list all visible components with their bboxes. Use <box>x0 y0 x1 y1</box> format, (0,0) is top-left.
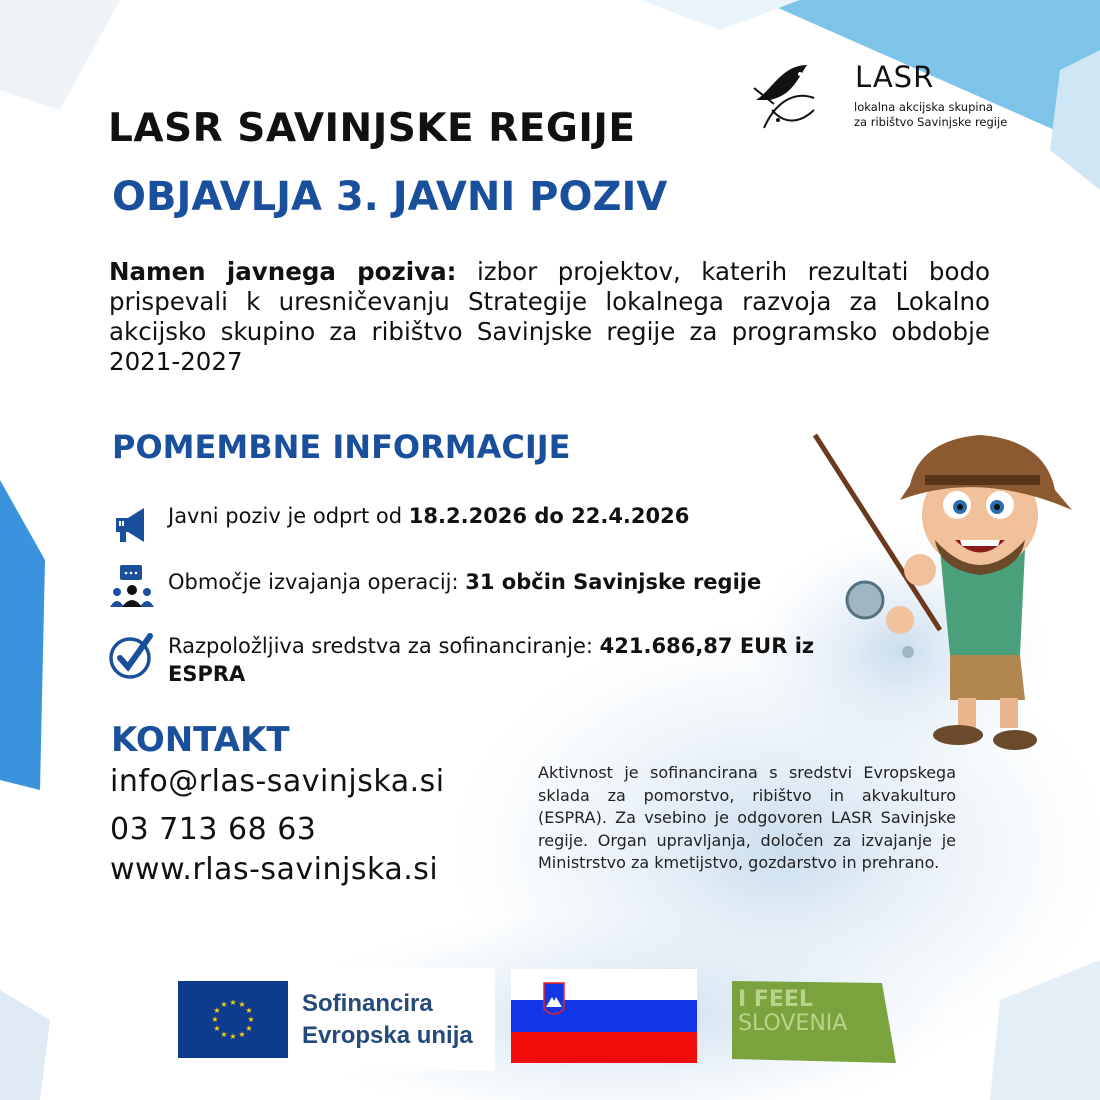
eu-cofunding-logo <box>177 968 495 1071</box>
info-heading: POMEMBNE INFORMACIJE <box>112 428 571 466</box>
page-title: LASR SAVINJSKE REGIJE <box>108 106 636 151</box>
purpose-label: Namen javnega poziva: <box>109 257 457 286</box>
logo-tagline-1: lokalna akcijska skupina <box>854 100 993 114</box>
svg-text:★: ★ <box>229 998 237 1007</box>
feel-line-1: I FEEL <box>738 987 813 1012</box>
info-item-dates <box>108 502 689 550</box>
svg-text:★: ★ <box>213 1024 221 1033</box>
svg-text:★: ★ <box>229 1032 237 1041</box>
svg-text:★: ★ <box>245 1024 253 1033</box>
contact-phone[interactable]: 03 713 68 63 <box>110 812 317 847</box>
purpose-text: izbor projektov, katerih rezultati bodo prispevali k uresničevanju Strategije lokalnega razvoja za Lokalno akcijsko skupino za ribištvo Savinjske regije za programsko obdobje 2021-2027 <box>109 257 990 376</box>
svg-text:★: ★ <box>220 1000 228 1009</box>
svg-text:★: ★ <box>245 1006 253 1015</box>
info-item-funds <box>108 632 828 688</box>
people-chat-icon <box>108 565 156 613</box>
fish-logo-icon <box>752 60 818 130</box>
svg-text:★: ★ <box>238 1030 246 1039</box>
info-text: Javni poziv je odprt od <box>168 504 409 528</box>
eu-line-2: Evropska unija <box>302 1021 473 1049</box>
info-text: Območje izvajanja operacij: <box>168 570 466 594</box>
slovenian-flag <box>511 969 697 1063</box>
eu-flag-icon <box>178 981 288 1058</box>
svg-text:★: ★ <box>220 1030 228 1039</box>
info-item-area <box>108 565 761 613</box>
logo-name: LASR <box>855 60 935 94</box>
checkmark-circle-icon <box>108 632 156 680</box>
logo-tagline-2: za ribištvo Savinjske regije <box>854 115 1008 129</box>
info-value: 31 občin Savinjske regije <box>465 570 762 594</box>
page-subtitle: OBJAVLJA 3. JAVNI POZIV <box>112 174 668 220</box>
svg-text:★: ★ <box>238 1000 246 1009</box>
info-value: 421.686,87 EUR iz ESPRA <box>168 634 815 686</box>
svg-text:★: ★ <box>211 1015 219 1024</box>
eu-line-1: Sofinancira <box>302 989 433 1017</box>
info-value: 18.2.2026 do 22.4.2026 <box>408 504 690 528</box>
funding-disclaimer: Aktivnost je sofinancirana s sredstvi Evropskega sklada za pomorstvo, ribištvo in akvakulturo (ESPRA). Za vsebino je odgovoren LASR Savinjske regije. Organ upravljanja, določen za izvajanje je Ministrstvo za kmetijstvo, gozdarstvo in prehrano. <box>538 763 956 872</box>
i-feel-slovenia-logo <box>732 981 896 1063</box>
megaphone-icon <box>108 502 156 550</box>
purpose-paragraph <box>109 257 990 377</box>
feel-line-2: SLOVENIA <box>738 1011 848 1036</box>
svg-text:★: ★ <box>247 1015 255 1024</box>
contact-email[interactable]: info@rlas-savinjska.si <box>110 764 445 799</box>
svg-text:★: ★ <box>213 1006 221 1015</box>
info-text: Razpoložljiva sredstva za sofinanciranje: <box>168 634 600 658</box>
contact-heading: KONTAKT <box>111 720 290 760</box>
contact-website[interactable]: www.rlas-savinjska.si <box>110 852 439 887</box>
fisherman-illustration <box>810 430 1080 770</box>
lasr-logo <box>752 60 1022 135</box>
